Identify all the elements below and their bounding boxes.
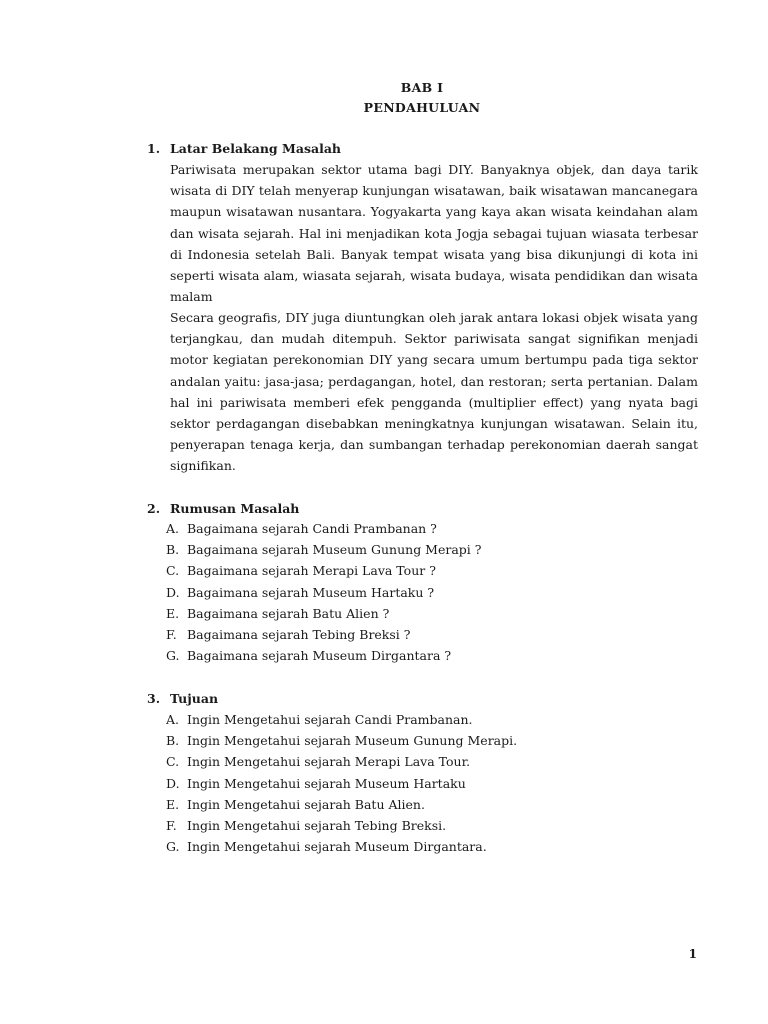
list-text: Ingin Mengetahui sejarah Museum Hartaku [187,775,466,791]
section-title: Tujuan [170,691,219,706]
list-item [166,709,517,730]
list-text: Bagaimana sejarah Museum Hartaku ? [187,584,435,600]
list-text: Bagaimana sejarah Batu Alien ? [187,605,390,621]
section-heading-goals [147,691,218,706]
list-item [166,815,517,836]
section-title: Latar Belakang Masalah [170,141,342,156]
list-item [166,560,481,581]
chapter-label: BAB I [400,80,444,95]
list-item [166,539,481,560]
list-text: Bagaimana sejarah Candi Prambanan ? [187,521,437,536]
list-text: Ingin Mengetahui sejarah Candi Prambanan. [187,712,473,727]
list-item [166,836,517,857]
list-letter: G. [166,648,180,664]
list-letter: B. [166,733,180,749]
list-item [166,518,481,539]
list-item [166,773,517,794]
section-title: Rumusan Masalah [170,501,300,516]
list-letter: A. [166,521,180,536]
section-number: 2. [147,501,161,516]
list-item [166,794,517,815]
section-heading-problems [147,501,299,516]
list-letter: C. [166,754,180,770]
chapter-title: PENDAHULUAN [363,100,481,115]
paragraph-background-2: Secara geografis, DIY juga diuntungkan oleh jarak antara lokasi objek wisata yang terjangkau, dan mudah ditempuh. Sektor pariwisata sangat signifikan menjadi motor kegiatan perekonomian DIY yang secara umum bertumpu pada tiga sektor andalan yaitu: jasa-jasa; perdagangan, hotel, dan restoran; serta pertanian. Dalam hal ini pariwisata memberi efek pengganda (multiplier effect) yang nyata bagi sektor perdagangan disebabkan meningkatnya kunjungan wisatawan. Selain itu, penyerapan tenaga kerja, dan sumbangan terhadap perekonomian daerah sangat signifikan. [170,310,698,474]
list-text: Ingin Mengetahui sejarah Tebing Breksi. [187,817,447,833]
list-item [166,582,481,603]
list-letter: G. [166,839,180,855]
page-number: 1 [688,947,697,961]
list-text: Ingin Mengetahui sejarah Batu Alien. [187,796,425,812]
list-item [166,751,517,772]
list-letter: F. [166,626,177,642]
list-text: Ingin Mengetahui sejarah Museum Gunung Merapi. [187,733,518,749]
list-item [166,730,517,751]
list-letter: D. [166,584,180,600]
list-text: Bagaimana sejarah Museum Dirgantara ? [187,648,452,664]
list-text: Bagaimana sejarah Tebing Breksi ? [187,626,411,642]
list-letter: D. [166,775,180,791]
list-letter: E. [166,605,180,621]
list-text: Bagaimana sejarah Merapi Lava Tour ? [187,563,436,579]
paragraph-background-1: Pariwisata merupakan sektor utama bagi DIY. Banyaknya objek, dan daya tarik wisata di DIY telah menyerap kunjungan wisatawan, baik wisatawan mancanegara maupun wisatawan nusantara. Yogyakarta yang kaya akan wisata keindahan alam dan wisata sejarah. Hal ini menjadikan kota Jogja sebagai tujuan wiasata terbesar di Indonesia setelah Bali. Banyak tempat wisata yang bisa dikunjungi di kota ini seperti wisata alam, wiasata sejarah, wisata budaya, wisata pendidikan dan wisata malam [170,162,698,305]
list-item [166,645,481,666]
list-text: Ingin Mengetahui sejarah Museum Dirgantara. [187,839,487,855]
list-text: Ingin Mengetahui sejarah Merapi Lava Tour. [187,754,471,770]
list-text: Bagaimana sejarah Museum Gunung Merapi ? [187,542,482,558]
list-item [166,624,481,645]
list-letter: C. [166,563,180,579]
section-number: 1. [147,141,161,156]
list-letter: B. [166,542,180,558]
list-item [166,603,481,624]
list-letter: A. [166,712,180,727]
problem-list [166,518,481,666]
section-number: 3. [147,691,161,706]
goal-list [166,709,517,857]
list-letter: E. [166,796,180,812]
list-letter: F. [166,817,177,833]
section-heading-background [147,141,341,156]
